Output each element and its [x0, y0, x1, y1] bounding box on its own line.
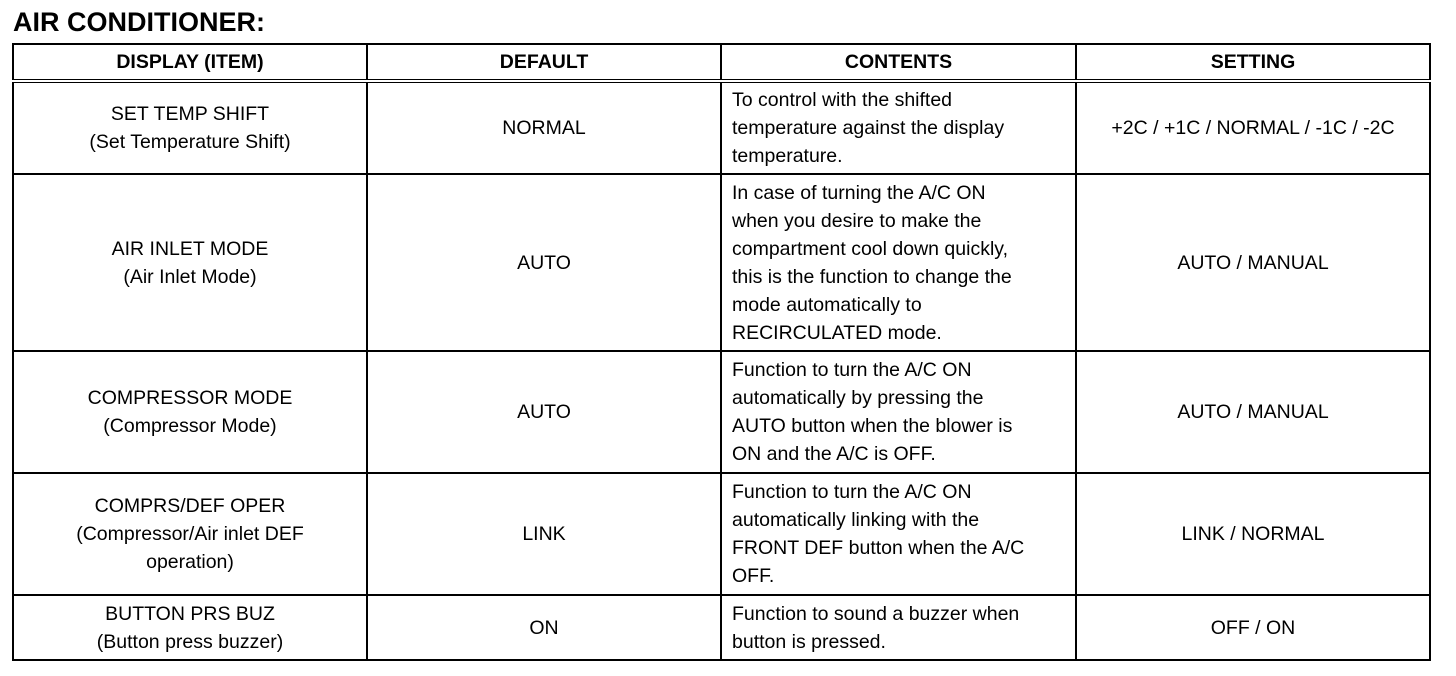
default-cell: AUTO — [367, 174, 721, 351]
display-item-description: operation) — [146, 551, 234, 573]
column-header-setting: SETTING — [1076, 44, 1430, 81]
display-item-description: (Set Temperature Shift) — [89, 131, 291, 153]
display-item-name: AIR INLET MODE — [111, 237, 269, 260]
table-row — [13, 81, 1430, 174]
default-cell: NORMAL — [367, 81, 721, 174]
table-row — [13, 473, 1430, 595]
contents-line: this is the function to change the — [732, 265, 1012, 288]
contents-cell — [721, 595, 1076, 660]
default-cell: AUTO — [367, 351, 721, 473]
default-cell: LINK — [367, 473, 721, 595]
column-header-default: DEFAULT — [367, 44, 721, 81]
contents-line: compartment cool down quickly, — [732, 237, 1009, 260]
display-item-description: (Button press buzzer) — [96, 630, 284, 653]
display-item-description: (Compressor Mode) — [103, 415, 277, 437]
settings-table — [12, 43, 1431, 661]
display-item-cell — [13, 595, 367, 660]
contents-line: RECIRCULATED mode. — [732, 321, 942, 344]
contents-cell — [721, 473, 1076, 595]
contents-line: To control with the shifted — [732, 89, 953, 111]
display-item-name: SET TEMP SHIFT — [110, 103, 270, 125]
page-title: AIR CONDITIONER: — [13, 7, 265, 37]
contents-line: Function to sound a buzzer when — [732, 602, 1020, 625]
contents-cell — [721, 81, 1076, 174]
contents-line: Function to turn the A/C ON — [732, 359, 972, 381]
display-item-description: (Compressor/Air inlet DEF — [76, 523, 304, 545]
contents-line: temperature against the display — [732, 117, 1005, 139]
contents-cell — [721, 351, 1076, 473]
display-item-name: COMPRESSOR MODE — [87, 387, 293, 409]
contents-line: mode automatically to — [732, 293, 922, 316]
display-item-name: COMPRS/DEF OPER — [94, 495, 286, 517]
display-item-description: (Air Inlet Mode) — [123, 265, 257, 288]
display-item-name: BUTTON PRS BUZ — [105, 602, 275, 625]
contents-line: automatically linking with the — [732, 509, 980, 531]
table-row — [13, 351, 1430, 473]
setting-cell: AUTO / MANUAL — [1076, 174, 1430, 351]
contents-line: AUTO button when the blower is — [732, 415, 1013, 437]
setting-cell: AUTO / MANUAL — [1076, 351, 1430, 473]
table-header-row — [13, 44, 1430, 81]
setting-cell: OFF / ON — [1076, 595, 1430, 660]
display-item-cell — [13, 81, 367, 174]
display-item-cell — [13, 473, 367, 595]
table-row — [13, 595, 1430, 660]
display-item-cell — [13, 351, 367, 473]
table-row — [13, 174, 1430, 351]
contents-line: In case of turning the A/C ON — [732, 181, 986, 204]
contents-line: Function to turn the A/C ON — [732, 481, 972, 503]
setting-cell: +2C / +1C / NORMAL / -1C / -2C — [1076, 81, 1430, 174]
contents-line: temperature. — [732, 145, 843, 167]
contents-line: OFF. — [732, 565, 775, 587]
column-header-contents: CONTENTS — [721, 44, 1076, 81]
contents-line: FRONT DEF button when the A/C — [732, 537, 1025, 559]
contents-cell — [721, 174, 1076, 351]
display-item-cell — [13, 174, 367, 351]
contents-line: ON and the A/C is OFF. — [732, 443, 936, 465]
column-header-display: DISPLAY (ITEM) — [13, 44, 367, 81]
contents-line: button is pressed. — [732, 630, 886, 653]
contents-line: automatically by pressing the — [732, 387, 984, 409]
default-cell: ON — [367, 595, 721, 660]
setting-cell: LINK / NORMAL — [1076, 473, 1430, 595]
contents-line: when you desire to make the — [732, 209, 982, 232]
